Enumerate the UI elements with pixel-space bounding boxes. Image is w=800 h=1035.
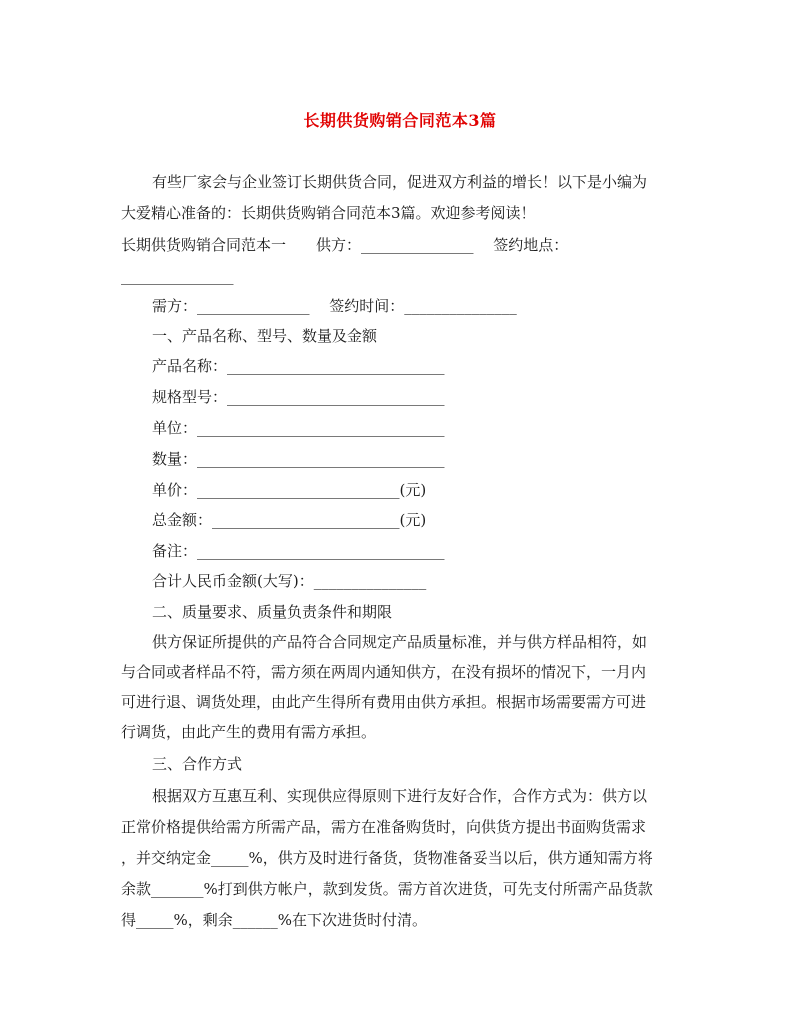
paragraph-line: 得_____%，剩余______%在下次进货时付清。 xyxy=(121,911,428,929)
paragraph-line: ，并交纳定金_____%，供方及时进行备货，货物准备妥当以后，供方通知需方将 xyxy=(121,849,653,867)
form-field-line: 单位：_________________________________ xyxy=(152,419,445,437)
form-field-line: 规格型号：_____________________________ xyxy=(152,388,445,406)
form-field-line: 备注：_________________________________ xyxy=(152,542,445,560)
paragraph-line: 正常价格提供给需方所需产品，需方在准备购货时，向供货方提出书面购货需求 xyxy=(121,818,647,836)
contract-header-line: _______________ xyxy=(121,267,234,285)
intro-line: 大爱精心准备的：长期供货购销合同范本3篇。欢迎参考阅读！ xyxy=(121,204,536,222)
paragraph-line: 可进行退、调货处理，由此产生得所有费用由供方承担。根据市场需要需方可进 xyxy=(121,693,647,711)
form-field-line: 数量：_________________________________ xyxy=(152,450,445,468)
paragraph-line: 与合同或者样品不符，需方须在两周内通知供方，在没有损坏的情况下，一月内 xyxy=(121,663,647,681)
form-field-line: 合计人民币金额(大写)：_______________ xyxy=(152,572,427,590)
contract-header-line: 需方：_______________ 签约时间：_______________ xyxy=(152,297,517,315)
contract-header-line: 长期供货购销合同范本一 供方：_______________ 签约地点： xyxy=(121,236,569,254)
form-field-line: 总金额：_________________________(元) xyxy=(152,511,427,529)
section-heading: 一、产品名称、型号、数量及金额 xyxy=(152,327,378,345)
section-heading: 三、合作方式 xyxy=(152,755,243,773)
intro-line: 有些厂家会与企业签订长期供货合同，促进双方利益的增长！以下是小编为 xyxy=(152,173,648,191)
paragraph-line: 供方保证所提供的产品符合合同规定产品质量标准，并与供方样品相符，如 xyxy=(152,633,648,651)
document-title: 长期供货购销合同范本3篇 xyxy=(303,111,497,130)
form-field-line: 产品名称：_____________________________ xyxy=(152,357,445,375)
paragraph-line: 余款_______%打到供方帐户，款到发货。需方首次进货，可先支付所需产品货款 xyxy=(121,880,653,898)
paragraph-line: 行调货，由此产生的费用有需方承担。 xyxy=(121,723,377,741)
section-heading: 二、质量要求、质量负责条件和期限 xyxy=(152,603,393,621)
paragraph-line: 根据双方互惠互利、实现供应得原则下进行友好合作，合作方式为：供方以 xyxy=(152,787,648,805)
form-field-line: 单价：___________________________(元) xyxy=(152,481,427,499)
